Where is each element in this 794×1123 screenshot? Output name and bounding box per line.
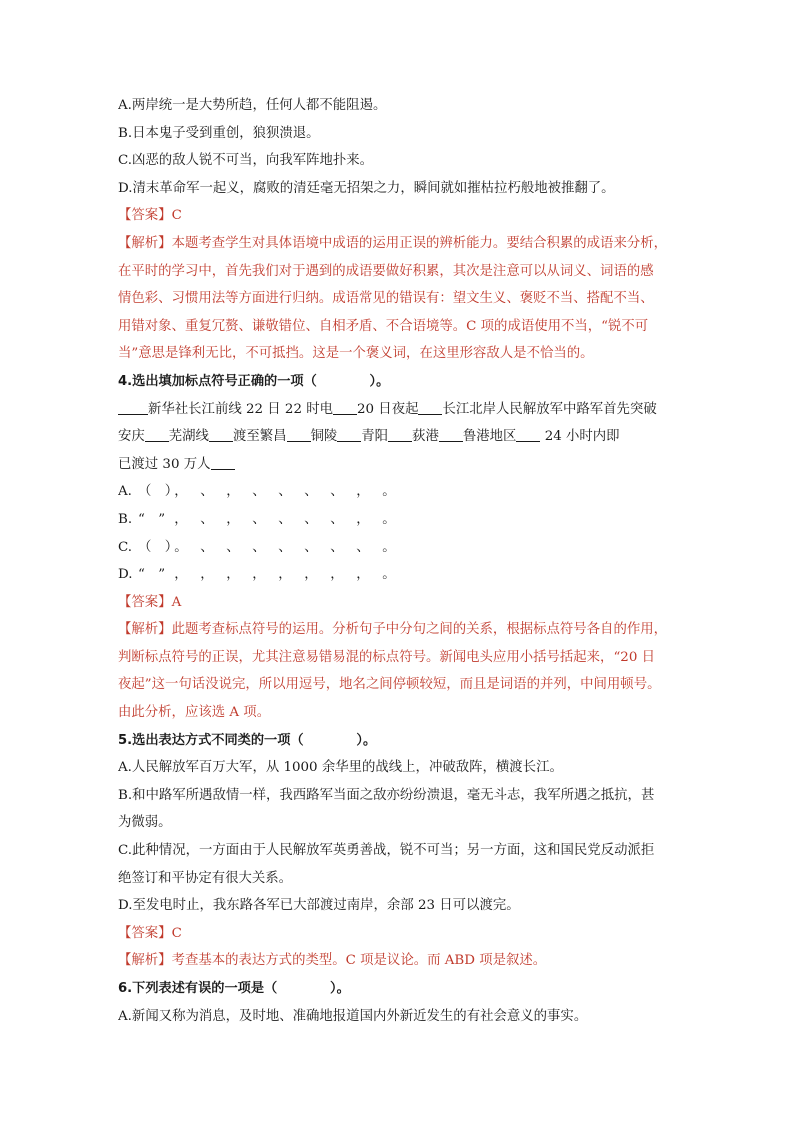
punctuation-mark: ，: [356, 484, 370, 500]
option-label: B.: [118, 511, 133, 527]
analysis-tag: 【解析】: [118, 235, 172, 251]
question-6: 6.下列表述有误的一项是（ ）。: [118, 981, 350, 996]
answer-tag: 【答案】: [118, 594, 172, 610]
analysis-quote: “20 日: [613, 649, 655, 665]
sentence-text: 青阳: [361, 429, 389, 445]
blank: [333, 400, 357, 415]
option-marks: [168, 512, 402, 527]
punctuation-mark: 。: [382, 484, 396, 500]
sentence-text: 芜湖线: [168, 429, 209, 445]
punctuation-mark: 。: [382, 511, 396, 527]
punctuation-mark: 、: [330, 484, 344, 500]
option-a: A.新闻又称为消息，及时地、准确地报道国内外新近发生的有社会意义的事实。: [118, 1008, 588, 1024]
punctuation-mark: 、: [304, 484, 318, 500]
sentence-text: 长江北岸人民解放军中路军首先突破: [442, 401, 657, 417]
option-marks: [168, 540, 402, 555]
analysis-tag: 【解析】: [118, 622, 172, 638]
punctuation-mark: 、: [278, 539, 292, 555]
punctuation-mark: 、: [252, 511, 266, 527]
option-bracket: （ ）: [138, 484, 179, 500]
option-marks: [168, 484, 402, 499]
option-d: D.至发电时止，我东路各军已大部渡过南岸，余部 23 日可以渡完。: [118, 898, 520, 914]
blank: [418, 400, 442, 415]
answer-tag: 【答案】: [118, 925, 172, 941]
analysis-line-4: 由此分析，应该选 A 项。: [118, 705, 271, 721]
punctuation-mark: ，: [174, 511, 188, 527]
option-b-line-1: B.和中路军所遇敌情一样，我西路军当面之敌亦纷纷溃退，毫无斗志，我军所遇之抵抗，甚: [118, 787, 655, 803]
punctuation-mark: ，: [174, 484, 188, 500]
analysis-line-2: 在平时的学习中，首先我们对于遇到的成语要做好积累，其次是注意可以从词义、词语的感: [118, 263, 654, 279]
punctuation-mark: 、: [226, 539, 240, 555]
analysis-text: 用错对象、重复冗赘、谦敬错位、自相矛盾、不合语境等。C 项的成语使用不当，: [118, 318, 602, 334]
analysis-tag: 【解析】: [118, 953, 172, 969]
punctuation-mark: 、: [200, 484, 214, 500]
sentence-text: 安庆: [118, 429, 145, 445]
answer-value: C: [171, 925, 182, 941]
punctuation-mark: 、: [330, 539, 344, 555]
punctuation-mark: 、: [200, 539, 214, 555]
analysis-line-5: [118, 340, 678, 368]
punctuation-mark: 、: [278, 484, 292, 500]
option-marks: [168, 567, 402, 582]
analysis-text: 考查基本的表达方式的类型。C 项是议论。而 ABD 项是叙述。: [171, 953, 547, 969]
answer-value: C: [171, 208, 182, 224]
sentence-text: 20 日夜起: [357, 401, 419, 417]
punctuation-mark: ，: [278, 567, 292, 583]
sentence-text: 铜陵: [310, 429, 338, 445]
option-a: A.两岸统一是大势所趋，任何人都不能阻遏。: [118, 98, 387, 113]
punct-option-a: [118, 478, 678, 506]
punctuation-mark: ，: [330, 567, 344, 583]
punctuation-mark: 。: [382, 539, 396, 555]
blank: [211, 455, 235, 470]
analysis-quote: 夜起”: [118, 677, 152, 693]
option-b-line-2: 为微弱。: [118, 815, 172, 831]
punctuation-mark: ，: [226, 484, 240, 500]
analysis-text: 意思是锋利无比，不可抵挡。这是一个褒义词，在这里形容敌人是不恰当的。: [138, 346, 594, 362]
punctuation-mark: 、: [200, 511, 214, 527]
analysis-line-3: [118, 671, 678, 699]
answer-tag: 【答案】: [118, 208, 172, 224]
blank: [145, 427, 169, 442]
punctuation-mark: ，: [174, 567, 188, 583]
option-c-line-1: C.此种情况，一方面由于人民解放军英勇善战，锐不可当；另一方面，这和国民党反动派拒: [118, 843, 655, 859]
punctuation-mark: 、: [278, 511, 292, 527]
option-b: B.日本鬼子受到重创，狼狈溃退。: [118, 125, 320, 141]
question-5: 5.选出表达方式不同类的一项（ ）。: [118, 732, 377, 748]
option-label: C.: [118, 539, 133, 555]
punct-option-c: [118, 534, 678, 562]
sentence-line-1: [118, 396, 678, 424]
analysis-line-2: [118, 644, 678, 672]
punctuation-mark: 。: [382, 567, 396, 583]
punctuation-mark: 、: [330, 511, 344, 527]
analysis-text: 此题考查标点符号的运用。分析句子中分句之间的关系，根据标点符号各自的作用，: [171, 622, 668, 638]
analysis-line-1: [118, 230, 678, 258]
sentence-text: 渡至繁昌: [232, 429, 287, 445]
option-a: A.人民解放军百万大军，从 1000 余华里的战线上，冲破敌阵，横渡长江。: [118, 760, 563, 776]
punctuation-mark: 、: [304, 511, 318, 527]
punctuation-mark: 、: [252, 484, 266, 500]
document-page: [118, 92, 678, 1030]
answer-line: [118, 920, 678, 948]
punctuation-mark: ，: [252, 567, 266, 583]
sentence-line-3: [118, 451, 678, 479]
punctuation-mark: ，: [226, 511, 240, 527]
punctuation-mark: 、: [304, 539, 318, 555]
question-4: 4.选出填加标点符号正确的一项（ ）。: [118, 373, 390, 389]
sentence-text: 新华社长江前线 22 日 22 时电: [148, 401, 334, 417]
punctuation-mark: ，: [356, 567, 370, 583]
option-c: C.凶恶的敌人锐不可当，向我军阵地扑来。: [118, 153, 374, 169]
answer-value: A: [171, 594, 182, 610]
answer-line: [118, 589, 678, 617]
punct-option-b: [118, 506, 678, 534]
option-bracket: “ ”: [138, 567, 166, 583]
analysis-quote: 当”: [118, 346, 139, 362]
analysis-text: 本题考查学生对具体语境中成语的运用正误的辨析能力。要结合积累的成语来分析，: [171, 235, 668, 251]
blank: [439, 427, 463, 442]
option-bracket: （ ）: [138, 539, 179, 555]
answer-line: [118, 202, 678, 230]
analysis-line-1: [118, 947, 678, 975]
sentence-text: 24 小时内即: [544, 429, 620, 445]
analysis-text: 这一句话没说完，所以用逗号，地名之间停顿较短，而且是词语的并列，中间用顿号。: [151, 677, 661, 693]
punctuation-mark: ，: [226, 567, 240, 583]
option-label: D.: [118, 567, 133, 583]
sentence-line-2: [118, 423, 678, 451]
punctuation-mark: ，: [200, 567, 214, 583]
blank: [337, 427, 361, 442]
analysis-text: 判断标点符号的正误，尤其注意易错易混的标点符号。新闻电头应用小括号括起来，: [118, 649, 614, 665]
option-bracket: “ ”: [138, 511, 166, 527]
analysis-quote: “锐不可: [601, 318, 649, 334]
blank: [209, 427, 233, 442]
blank: [388, 427, 412, 442]
sentence-text: 荻港: [412, 429, 439, 445]
option-c-line-2: 绝签订和平协定有很大关系。: [118, 870, 293, 886]
punctuation-mark: ，: [356, 511, 370, 527]
option-label: A.: [118, 484, 132, 500]
blank: [516, 427, 540, 442]
analysis-line-4: [118, 313, 678, 341]
punctuation-mark: 、: [252, 539, 266, 555]
punctuation-mark: 、: [356, 539, 370, 555]
blank: [118, 400, 148, 415]
sentence-text: 已渡过 30 万人: [118, 456, 211, 472]
punctuation-mark: ，: [304, 567, 318, 583]
analysis-line-3: 情色彩、习惯用法等方面进行归纳。成语常见的错误有：望文生义、褒贬不当、搭配不当、: [118, 291, 654, 307]
punctuation-mark: 。: [174, 539, 188, 555]
analysis-line-1: [118, 616, 678, 644]
sentence-text: 鲁港地区: [462, 429, 517, 445]
option-d: D.清末革命军一起义，腐败的清廷毫无招架之力，瞬间就如摧枯拉朽般地被推翻了。: [118, 180, 615, 196]
punct-option-d: [118, 561, 678, 589]
blank: [287, 427, 311, 442]
